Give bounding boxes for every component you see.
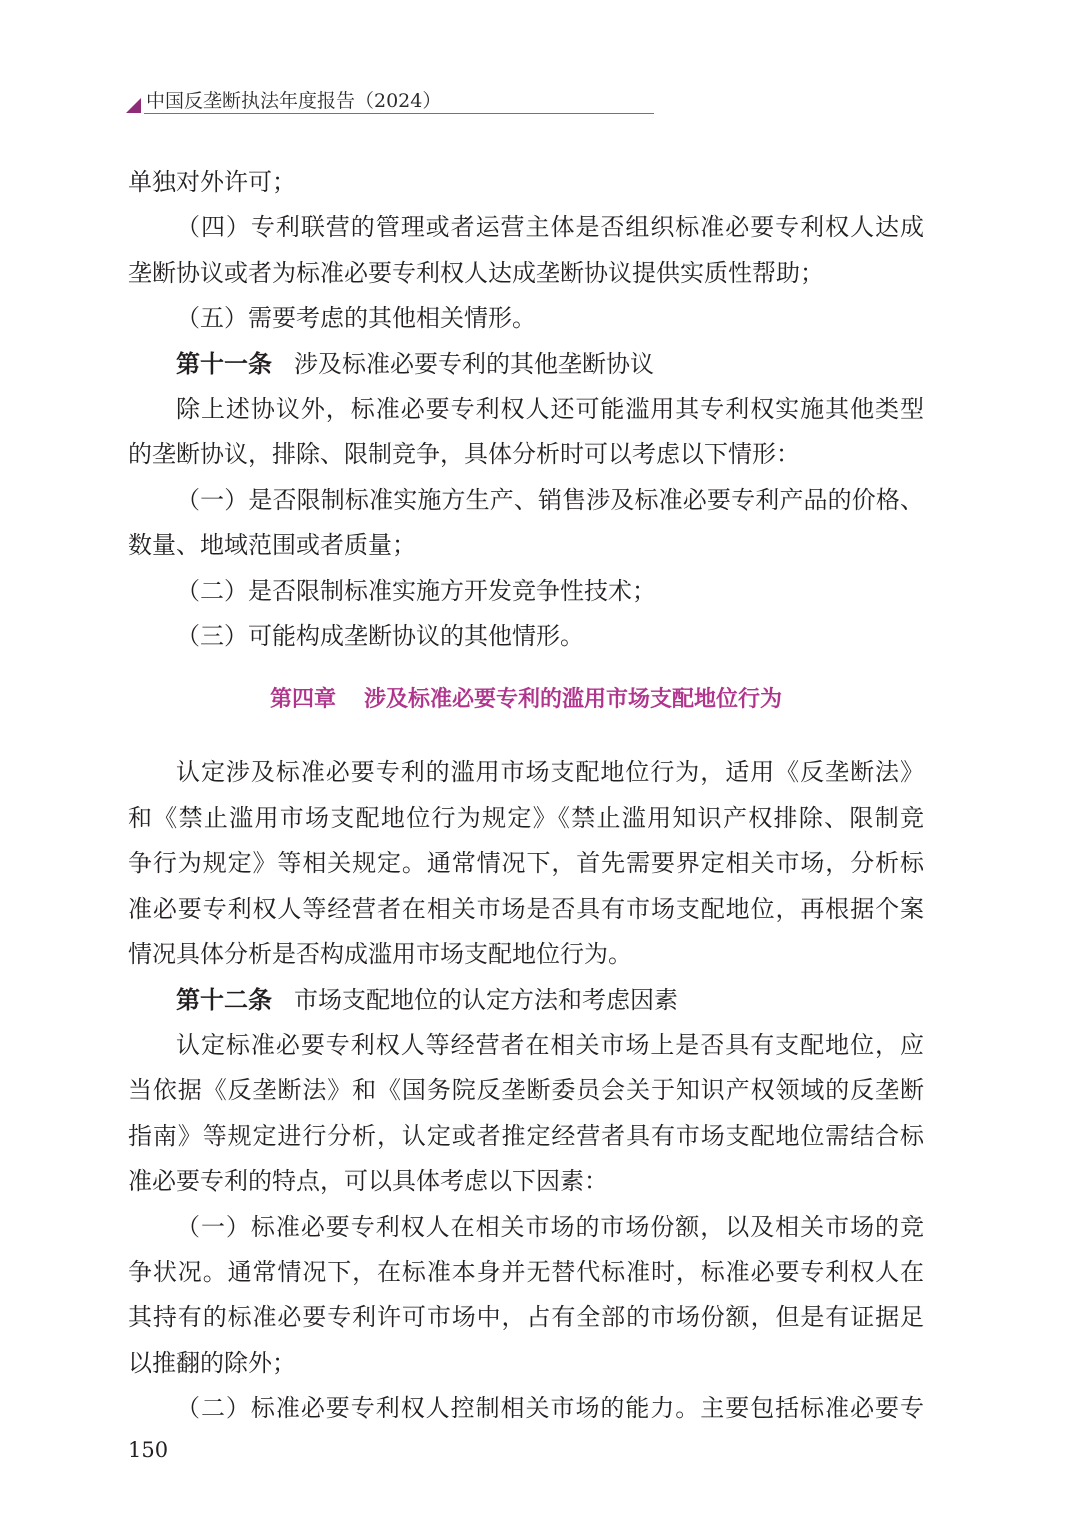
page-number: 150 <box>128 1438 169 1462</box>
text-line: 指南》等规定进行分析，认定或者推定经营者具有市场支配地位需结合标 <box>128 1121 924 1150</box>
text-line: 准必要专利的特点，可以具体考虑以下因素： <box>128 1167 608 1196</box>
running-header <box>126 88 654 118</box>
chapter-title: 涉及标准必要专利的滥用市场支配地位行为 <box>364 687 783 713</box>
header-rule <box>144 113 654 114</box>
article-heading <box>128 342 924 387</box>
article-label: 第十一条 <box>176 349 272 378</box>
text-line: 和《禁止滥用市场支配地位行为规定》《禁止滥用知识产权排除、限制竞 <box>128 803 924 832</box>
text-line: （一）标准必要专利权人在相关市场的市场份额，以及相关市场的竞 <box>176 1212 924 1241</box>
text-line: 当依据《反垄断法》和《国务院反垄断委员会关于知识产权领域的反垄断 <box>128 1076 924 1105</box>
article-heading <box>128 978 924 1023</box>
text-line: （一）是否限制标准实施方生产、销售涉及标准必要专利产品的价格、 <box>176 485 924 514</box>
article-label: 第十二条 <box>176 985 272 1014</box>
text-line: 其持有的标准必要专利许可市场中，占有全部的市场份额，但是有证据足 <box>128 1303 924 1332</box>
text-line: 认定涉及标准必要专利的滥用市场支配地位行为，适用《反垄断法》 <box>176 758 924 787</box>
text-line: 准必要专利权人等经营者在相关市场是否具有市场支配地位，再根据个案 <box>128 894 924 923</box>
text-line: （四）专利联营的管理或者运营主体是否组织标准必要专利权人达成 <box>176 213 924 242</box>
text-line: （二）标准必要专利权人控制相关市场的能力。主要包括标准必要专 <box>176 1394 924 1423</box>
page-body <box>128 160 924 1432</box>
running-title: 中国反垄断执法年度报告（2024） <box>146 90 442 112</box>
text-line: 争行为规定》等相关规定。通常情况下，首先需要界定相关市场，分析标 <box>128 849 924 878</box>
text-line: 数量、地域范围或者质量； <box>128 531 416 560</box>
text-line: 的垄断协议，排除、限制竞争，具体分析时可以考虑以下情形： <box>128 440 800 469</box>
text-line: 单独对外许可； <box>128 168 296 196</box>
text-line: 以推翻的除外； <box>128 1348 296 1377</box>
text-line: 争状况。通常情况下，在标准本身并无替代标准时，标准必要专利权人在 <box>128 1257 924 1286</box>
text-line: （三）可能构成垄断协议的其他情形。 <box>176 622 584 651</box>
text-line: 垄断协议或者为标准必要专利权人达成垄断协议提供实质性帮助； <box>128 258 824 287</box>
article-title: 涉及标准必要专利的其他垄断协议 <box>294 349 654 378</box>
text-line: （二）是否限制标准实施方开发竞争性技术； <box>176 576 656 605</box>
chapter-number: 第四章 <box>269 687 336 713</box>
chapter-heading <box>128 677 924 722</box>
text-line: 认定标准必要专利权人等经营者在相关市场上是否具有支配地位，应 <box>176 1030 924 1059</box>
text-line: 情况具体分析是否构成滥用市场支配地位行为。 <box>128 940 632 969</box>
article-title: 市场支配地位的认定方法和考虑因素 <box>294 985 678 1014</box>
text-line: 除上述协议外，标准必要专利权人还可能滥用其专利权实施其他类型 <box>176 395 924 424</box>
text-line: （五）需要考虑的其他相关情形。 <box>176 304 536 333</box>
corner-triangle-icon <box>126 98 141 113</box>
